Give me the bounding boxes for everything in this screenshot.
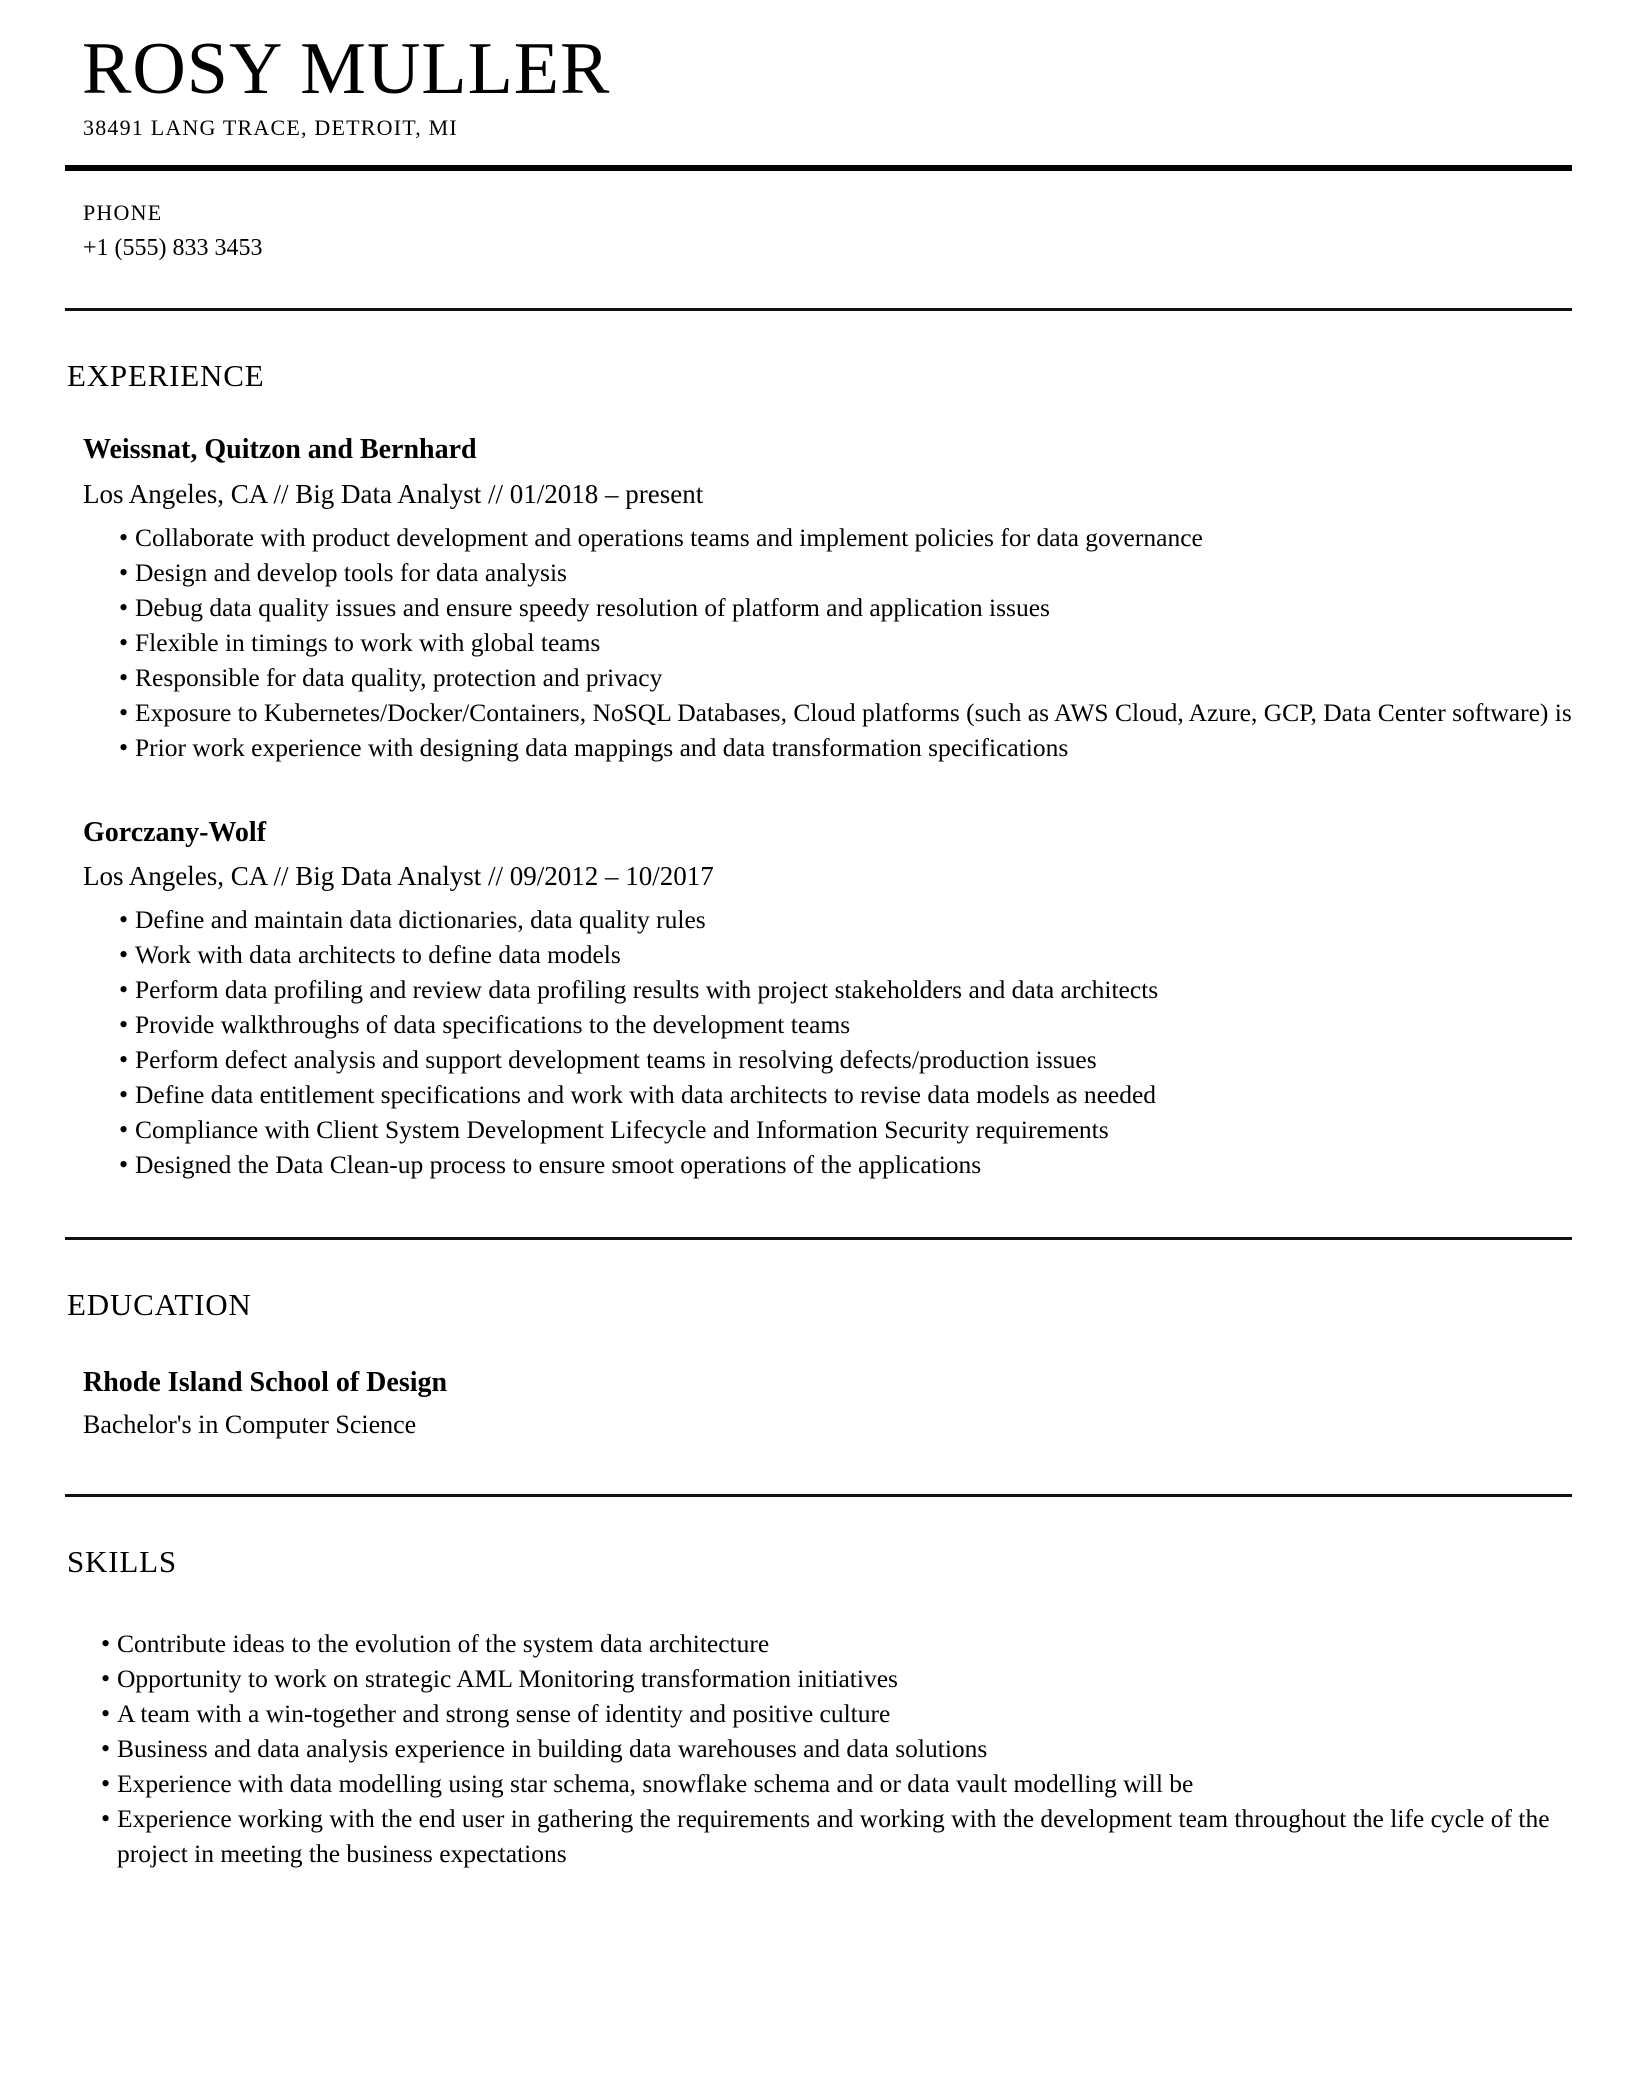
- job-bullet-list: [83, 520, 1572, 765]
- meta-separator: //: [273, 478, 289, 509]
- experience-title: EXPERIENCE: [67, 358, 265, 394]
- job-meta: [83, 477, 1572, 512]
- job-company: Gorczany-Wolf: [83, 816, 267, 848]
- education-entry: [83, 1365, 1572, 1442]
- job-meta: [83, 859, 1572, 894]
- skill-bullet: • Opportunity to work on strategic AML Monitoring transformation initiatives: [65, 1661, 1572, 1696]
- job-location: Los Angeles, CA: [83, 861, 267, 891]
- education-title: EDUCATION: [67, 1287, 252, 1323]
- skills-title: SKILLS: [67, 1544, 177, 1580]
- experience-section: [65, 357, 1572, 1182]
- job-location: Los Angeles, CA: [83, 478, 267, 509]
- school-name: Rhode Island School of Design: [83, 1366, 448, 1398]
- job-bullet: • Define data entitlement specifications and work with data architects to revise data models as needed: [83, 1077, 1572, 1112]
- skill-bullet: • Experience working with the end user in gathering the requirements and working with the development team throughout the life cycle of the project in meeting the business expectations: [65, 1801, 1572, 1871]
- resume-header: [65, 28, 1572, 143]
- skill-bullet: • Experience with data modelling using star schema, snowflake schema and or data vault modelling will be: [65, 1766, 1572, 1801]
- skills-bullet-list: [65, 1626, 1572, 1871]
- job-bullet: • Flexible in timings to work with global teams: [83, 625, 1572, 660]
- job-bullet: • Collaborate with product development and operations teams and implement policies for data governance: [83, 520, 1572, 555]
- job-dates: 01/2018 – present: [509, 478, 704, 509]
- education-section: [65, 1286, 1572, 1442]
- section-divider: [65, 308, 1572, 311]
- contact-section: [83, 199, 1572, 265]
- skill-bullet: • Contribute ideas to the evolution of the system data architecture: [65, 1626, 1572, 1661]
- job-entry: [83, 815, 1572, 1182]
- job-bullet: • Define and maintain data dictionaries, data quality rules: [83, 902, 1572, 937]
- job-role: Big Data Analyst: [295, 478, 482, 509]
- meta-separator: //: [273, 861, 289, 891]
- job-bullet: • Prior work experience with designing data mappings and data transformation specifications: [83, 730, 1572, 765]
- job-dates: 09/2012 – 10/2017: [509, 861, 714, 891]
- job-bullet: • Perform data profiling and review data profiling results with project stakeholders and data architects: [83, 972, 1572, 1007]
- job-bullet: • Responsible for data quality, protection and privacy: [83, 660, 1572, 695]
- job-bullet: • Compliance with Client System Development Lifecycle and Information Security requirements: [83, 1112, 1572, 1147]
- section-divider: [65, 1237, 1572, 1240]
- job-bullet: • Provide walkthroughs of data specifications to the development teams: [83, 1007, 1572, 1042]
- meta-separator: //: [488, 861, 504, 891]
- job-bullet: • Perform defect analysis and support development teams in resolving defects/production issues: [83, 1042, 1572, 1077]
- job-bullet: • Work with data architects to define data models: [83, 937, 1572, 972]
- person-address: 38491 LANG TRACE, DETROIT, MI: [83, 115, 458, 140]
- job-bullet: • Debug data quality issues and ensure speedy resolution of platform and application issues: [83, 590, 1572, 625]
- person-name: ROSY MULLER: [82, 28, 611, 110]
- degree-name: Bachelor's in Computer Science: [83, 1410, 417, 1440]
- job-role: Big Data Analyst: [295, 861, 482, 891]
- job-bullet: • Design and develop tools for data analysis: [83, 555, 1572, 590]
- meta-separator: //: [488, 478, 504, 509]
- job-bullet: • Designed the Data Clean-up process to ensure smoot operations of the applications: [83, 1147, 1572, 1182]
- skills-section: [65, 1543, 1572, 1871]
- skill-bullet: • Business and data analysis experience in building data warehouses and data solutions: [65, 1731, 1572, 1766]
- skill-bullet: • A team with a win-together and strong sense of identity and positive culture: [65, 1696, 1572, 1731]
- job-entry: [83, 432, 1572, 764]
- job-bullet: • Exposure to Kubernetes/Docker/Containers, NoSQL Databases, Cloud platforms (such as AWS Cloud, Azure, GCP, Data Center software) is: [83, 695, 1572, 730]
- job-bullet-list: [83, 902, 1572, 1182]
- section-divider: [65, 1494, 1572, 1497]
- phone-value: +1 (555) 833 3453: [83, 235, 263, 262]
- header-divider: [65, 165, 1572, 171]
- phone-label: PHONE: [83, 199, 163, 225]
- job-company: Weissnat, Quitzon and Bernhard: [83, 434, 477, 466]
